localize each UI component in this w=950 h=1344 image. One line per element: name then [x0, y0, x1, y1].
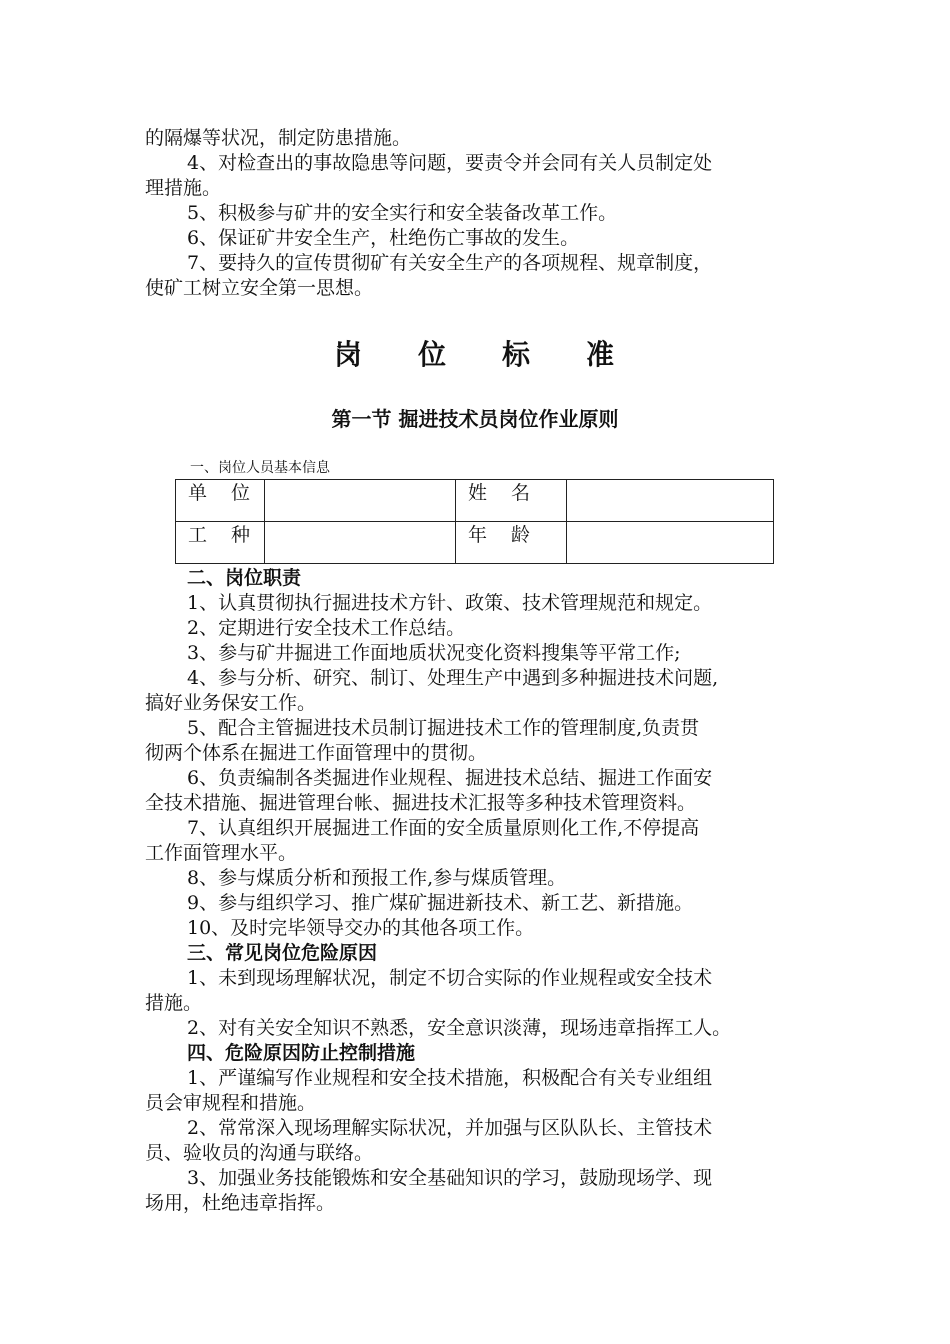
duty-line: 4、参与分析、研究、制订、处理生产中遇到多种掘进技术问题,	[187, 667, 719, 689]
control-line: 员、验收员的沟通与联络。	[145, 1142, 374, 1164]
duty-line: 搞好业务保安工作。	[145, 692, 317, 714]
hazards-heading: 三、常见岗位危险原因	[187, 942, 378, 964]
duty-line: 10、及时完毕领导交办的其他各项工作。	[187, 917, 535, 939]
control-line: 1、严谨编写作业规程和安全技术措施，积极配合有关专业组组	[187, 1067, 713, 1089]
info-caption: 一、岗位人员基本信息	[190, 460, 330, 476]
duties-heading: 二、岗位职责	[187, 567, 302, 589]
title-char: 标	[502, 338, 533, 371]
intro-line: 的隔爆等状况，制定防患措施。	[145, 127, 412, 149]
controls-heading: 四、危险原因防止控制措施	[187, 1042, 416, 1064]
unit-label: 单 位	[176, 480, 265, 522]
duty-line: 1、认真贯彻执行掘进技术方针、政策、技术管理规范和规定。	[187, 592, 713, 614]
control-line: 3、加强业务技能锻炼和安全基础知识的学习，鼓励现场学、现	[187, 1167, 713, 1189]
duty-line: 8、参与煤质分析和预报工作,参与煤质管理。	[187, 867, 567, 889]
hazard-line: 措施。	[145, 992, 203, 1014]
trade-value[interactable]	[265, 522, 456, 564]
duty-line: 5、配合主管掘进技术员制订掘进技术工作的管理制度,负责贯	[187, 717, 700, 739]
intro-line: 4、对检查出的事故隐患等问题，要责令并会同有关人员制定处	[187, 152, 713, 174]
duty-line: 彻两个体系在掘进工作面管理中的贯彻。	[145, 742, 488, 764]
duty-line: 工作面管理水平。	[145, 842, 298, 864]
control-line: 2、常常深入现场理解实际状况，并加强与区队队长、主管技术	[187, 1117, 713, 1139]
page-title	[0, 333, 950, 373]
duty-line: 9、参与组织学习、推广煤矿掘进新技术、新工艺、新措施。	[187, 892, 694, 914]
control-line: 场用，杜绝违章指挥。	[145, 1192, 336, 1214]
intro-line: 6、保证矿井安全生产，杜绝伤亡事故的发生。	[187, 227, 580, 249]
unit-value[interactable]	[265, 480, 456, 522]
duty-line: 3、参与矿井掘进工作面地质状况变化资料搜集等平常工作;	[187, 642, 681, 664]
info-table	[175, 479, 774, 564]
intro-line: 理措施。	[145, 177, 222, 199]
title-char: 位	[417, 338, 448, 371]
title-char: 准	[586, 338, 617, 371]
control-line: 员会审规程和措施。	[145, 1092, 317, 1114]
duty-line: 6、负责编制各类掘进作业规程、掘进技术总结、掘进工作面安	[187, 767, 713, 789]
title-char: 岗	[333, 338, 364, 371]
section-title: 第一节 掘进技术员岗位作业原则	[331, 407, 619, 431]
duty-line: 2、定期进行安全技术工作总结。	[187, 617, 466, 639]
duty-line: 7、认真组织开展掘进工作面的安全质量原则化工作,不停提高	[187, 817, 700, 839]
hazard-line: 2、对有关安全知识不熟悉，安全意识淡薄，现场违章指挥工人。	[187, 1017, 732, 1039]
intro-line: 5、积极参与矿井的安全实行和安全装备改革工作。	[187, 202, 618, 224]
name-label: 姓 名	[456, 480, 567, 522]
duty-line: 全技术措施、掘进管理台帐、掘进技术汇报等多种技术管理资料。	[145, 792, 697, 814]
name-value[interactable]	[567, 480, 774, 522]
trade-label: 工 种	[176, 522, 265, 564]
intro-line: 7、要持久的宣传贯彻矿有关安全生产的各项规程、规章制度，	[187, 252, 713, 274]
hazard-line: 1、未到现场理解状况，制定不切合实际的作业规程或安全技术	[187, 967, 713, 989]
intro-line: 使矿工树立安全第一思想。	[145, 277, 374, 299]
age-value[interactable]	[567, 522, 774, 564]
age-label: 年 龄	[456, 522, 567, 564]
